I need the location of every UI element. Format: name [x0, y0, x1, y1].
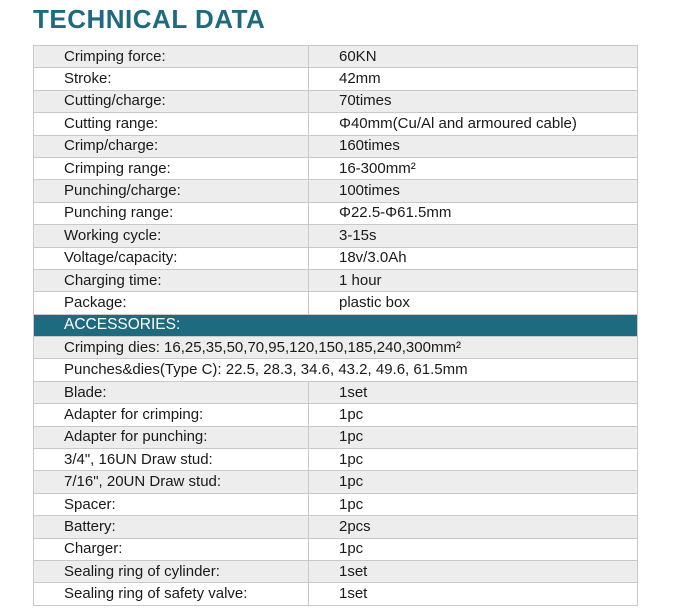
spec-label: Voltage/capacity: — [34, 247, 309, 269]
accessory-qty: 1pc — [309, 449, 638, 471]
accessory-qty: 2pcs — [309, 516, 638, 538]
accessory-qty: 1pc — [309, 404, 638, 426]
spec-value: 60KN — [309, 46, 638, 68]
accessory-qty: 1set — [309, 560, 638, 582]
spec-value: 18v/3.0Ah — [309, 247, 638, 269]
accessory-full-row — [34, 359, 638, 381]
spec-row — [34, 135, 638, 157]
spec-value: 1 hour — [309, 269, 638, 291]
accessory-label: Sealing ring of cylinder: — [34, 560, 309, 582]
accessory-row — [34, 583, 638, 605]
spec-value: 100times — [309, 180, 638, 202]
spec-row — [34, 202, 638, 224]
accessory-label: Adapter for crimping: — [34, 404, 309, 426]
spec-row — [34, 269, 638, 291]
accessory-qty: 1pc — [309, 426, 638, 448]
accessory-label: Blade: — [34, 381, 309, 403]
spec-row — [34, 157, 638, 179]
spec-row — [34, 113, 638, 135]
spec-label: Charging time: — [34, 269, 309, 291]
page-title: TECHNICAL DATA — [33, 4, 266, 34]
spec-value: Φ40mm(Cu/Al and armoured cable) — [309, 113, 638, 135]
accessory-row — [34, 516, 638, 538]
spec-row — [34, 68, 638, 90]
spec-label: Crimping force: — [34, 46, 309, 68]
accessory-full-text: Crimping dies: 16,25,35,50,70,95,120,150,185,240,300mm² — [34, 337, 638, 359]
spec-row — [34, 46, 638, 68]
accessory-qty: 1pc — [309, 538, 638, 560]
accessory-label: 3/4", 16UN Draw stud: — [34, 449, 309, 471]
spec-row — [34, 180, 638, 202]
accessory-qty: 1set — [309, 583, 638, 605]
accessory-label: Adapter for punching: — [34, 426, 309, 448]
accessory-label: Sealing ring of safety valve: — [34, 583, 309, 605]
spec-value: 70times — [309, 90, 638, 112]
accessory-full-row — [34, 337, 638, 359]
spec-row — [34, 90, 638, 112]
spec-value: 16-300mm² — [309, 157, 638, 179]
spec-label: Crimping range: — [34, 157, 309, 179]
spec-label: Punching/charge: — [34, 180, 309, 202]
spec-label: Crimp/charge: — [34, 135, 309, 157]
accessory-row — [34, 560, 638, 582]
accessory-row — [34, 426, 638, 448]
accessory-row — [34, 538, 638, 560]
spec-value: plastic box — [309, 292, 638, 314]
accessory-full-text: Punches&dies(Type C): 22.5, 28.3, 34.6, 43.2, 49.6, 61.5mm — [34, 359, 638, 381]
spec-label: Stroke: — [34, 68, 309, 90]
spec-row — [34, 247, 638, 269]
spec-value: 42mm — [309, 68, 638, 90]
spec-row — [34, 292, 638, 314]
spec-label: Cutting range: — [34, 113, 309, 135]
accessory-row — [34, 404, 638, 426]
accessory-row — [34, 381, 638, 403]
spec-label: Cutting/charge: — [34, 90, 309, 112]
accessories-heading: ACCESSORIES: — [34, 314, 638, 336]
accessory-row — [34, 493, 638, 515]
spec-label: Working cycle: — [34, 225, 309, 247]
accessory-row — [34, 449, 638, 471]
accessory-label: 7/16", 20UN Draw stud: — [34, 471, 309, 493]
spec-value: Φ22.5-Φ61.5mm — [309, 202, 638, 224]
accessory-label: Charger: — [34, 538, 309, 560]
accessory-row — [34, 471, 638, 493]
accessory-label: Spacer: — [34, 493, 309, 515]
accessory-qty: 1pc — [309, 493, 638, 515]
accessory-label: Battery: — [34, 516, 309, 538]
spec-value: 160times — [309, 135, 638, 157]
spec-label: Package: — [34, 292, 309, 314]
spec-row — [34, 225, 638, 247]
spec-label: Punching range: — [34, 202, 309, 224]
technical-data-table — [33, 45, 638, 606]
accessory-qty: 1set — [309, 381, 638, 403]
accessory-qty: 1pc — [309, 471, 638, 493]
spec-value: 3-15s — [309, 225, 638, 247]
accessories-header-row — [34, 314, 638, 336]
